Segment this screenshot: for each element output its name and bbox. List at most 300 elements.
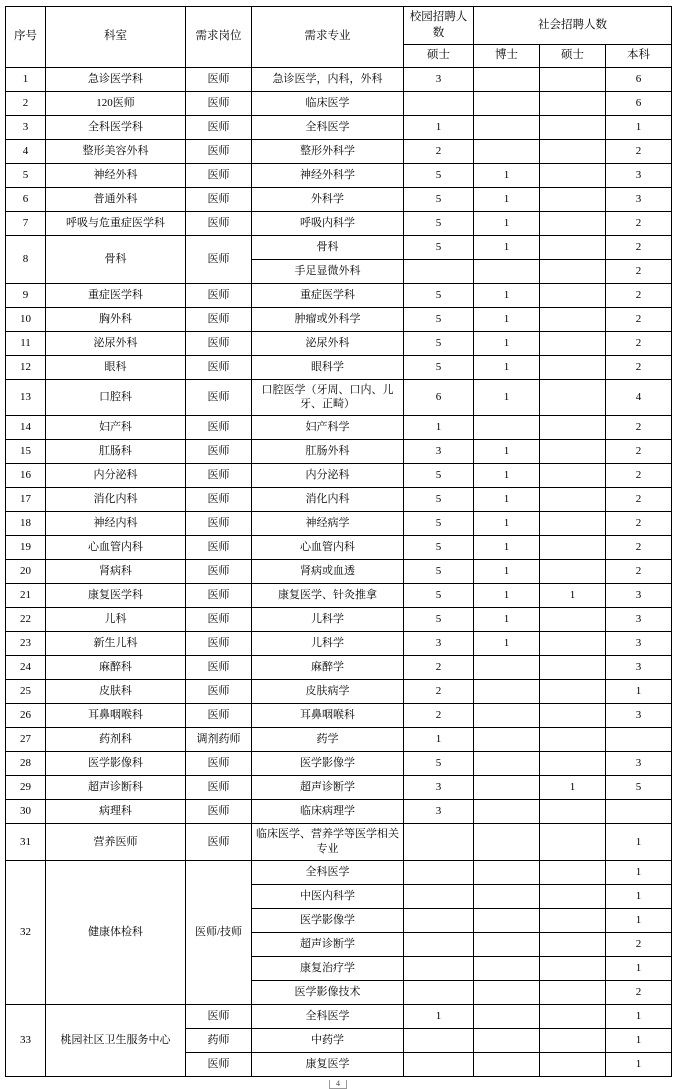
cell-social-doctor: [474, 91, 540, 115]
cell-campus-master: 5: [404, 512, 474, 536]
table-row: [6, 704, 672, 728]
cell-social-bachelor: 2: [606, 283, 672, 307]
table-row: [6, 824, 672, 861]
cell-social-doctor: 1: [474, 355, 540, 379]
cell-campus-master: 1: [404, 416, 474, 440]
cell-campus-master: 5: [404, 584, 474, 608]
cell-major: 全科医学: [252, 115, 404, 139]
table-row: [6, 560, 672, 584]
cell-major: 泌尿外科: [252, 331, 404, 355]
cell-social-master: [540, 680, 606, 704]
table-row: [6, 464, 672, 488]
table-row: [6, 139, 672, 163]
cell-post: 医师: [186, 608, 252, 632]
table-row: [6, 512, 672, 536]
cell-dept: 皮肤科: [46, 680, 186, 704]
cell-no: 27: [6, 728, 46, 752]
col-header-campus-master: 硕士: [404, 45, 474, 68]
cell-major: 呼吸内科学: [252, 211, 404, 235]
cell-social-master: [540, 800, 606, 824]
cell-dept: 重症医学科: [46, 283, 186, 307]
cell-social-master: [540, 884, 606, 908]
cell-post: 医师: [186, 584, 252, 608]
cell-campus-master: 2: [404, 656, 474, 680]
cell-social-doctor: [474, 704, 540, 728]
cell-campus-master: 5: [404, 283, 474, 307]
cell-social-doctor: [474, 139, 540, 163]
cell-social-master: [540, 536, 606, 560]
cell-social-doctor: 1: [474, 307, 540, 331]
cell-social-master: [540, 235, 606, 259]
table-row: [6, 416, 672, 440]
cell-social-bachelor: 2: [606, 980, 672, 1004]
cell-post: 调剂药师: [186, 728, 252, 752]
cell-post: 医师: [186, 416, 252, 440]
cell-post: 医师: [186, 800, 252, 824]
cell-major: 肛肠外科: [252, 440, 404, 464]
cell-post: 医师: [186, 235, 252, 283]
cell-social-master: [540, 1004, 606, 1028]
cell-social-bachelor: 1: [606, 908, 672, 932]
cell-post: 医师: [186, 464, 252, 488]
cell-social-master: [540, 608, 606, 632]
cell-campus-master: 1: [404, 728, 474, 752]
cell-major: 中医内科学: [252, 884, 404, 908]
cell-social-doctor: 1: [474, 235, 540, 259]
cell-major: 消化内科: [252, 488, 404, 512]
col-group-header-campus: 校园招聘人数: [404, 7, 474, 45]
cell-campus-master: [404, 956, 474, 980]
table-row: [6, 584, 672, 608]
col-group-header-social: 社会招聘人数: [474, 7, 672, 45]
cell-social-doctor: 1: [474, 187, 540, 211]
cell-campus-master: 5: [404, 488, 474, 512]
cell-campus-master: 3: [404, 67, 474, 91]
cell-campus-master: 2: [404, 680, 474, 704]
cell-social-doctor: [474, 908, 540, 932]
cell-post: 医师: [186, 331, 252, 355]
cell-campus-master: 5: [404, 536, 474, 560]
cell-social-doctor: [474, 776, 540, 800]
cell-campus-master: 2: [404, 704, 474, 728]
col-header-social-doctor: 博士: [474, 45, 540, 68]
cell-no: 26: [6, 704, 46, 728]
cell-social-bachelor: 2: [606, 464, 672, 488]
cell-social-master: [540, 728, 606, 752]
cell-no: 13: [6, 379, 46, 416]
cell-social-bachelor: 2: [606, 139, 672, 163]
cell-social-doctor: 1: [474, 632, 540, 656]
cell-no: 4: [6, 139, 46, 163]
cell-social-master: [540, 355, 606, 379]
cell-social-master: [540, 956, 606, 980]
cell-social-doctor: 1: [474, 440, 540, 464]
cell-social-doctor: [474, 656, 540, 680]
cell-no: 33: [6, 1004, 46, 1076]
cell-social-master: [540, 752, 606, 776]
cell-social-master: [540, 656, 606, 680]
cell-no: 24: [6, 656, 46, 680]
cell-campus-master: 3: [404, 440, 474, 464]
cell-social-bachelor: 6: [606, 67, 672, 91]
cell-major: 超声诊断学: [252, 776, 404, 800]
cell-campus-master: [404, 91, 474, 115]
cell-post: 医师: [186, 488, 252, 512]
cell-social-bachelor: 3: [606, 632, 672, 656]
cell-social-doctor: [474, 956, 540, 980]
cell-major: 整形外科学: [252, 139, 404, 163]
cell-social-bachelor: 2: [606, 536, 672, 560]
cell-social-doctor: 1: [474, 163, 540, 187]
cell-major: 手足显微外科: [252, 259, 404, 283]
cell-campus-master: 3: [404, 776, 474, 800]
cell-campus-master: 5: [404, 355, 474, 379]
page-footer: [5, 1079, 671, 1089]
table-row: [6, 680, 672, 704]
cell-social-doctor: [474, 1028, 540, 1052]
cell-social-master: [540, 307, 606, 331]
cell-post: 医师: [186, 656, 252, 680]
cell-social-master: [540, 416, 606, 440]
cell-social-doctor: [474, 728, 540, 752]
cell-post: 医师: [186, 680, 252, 704]
cell-no: 14: [6, 416, 46, 440]
table-body: [6, 67, 672, 1076]
cell-dept: 神经内科: [46, 512, 186, 536]
cell-major: 康复医学、针灸推拿: [252, 584, 404, 608]
cell-social-doctor: [474, 67, 540, 91]
cell-social-bachelor: 3: [606, 584, 672, 608]
cell-major: 医学影像技术: [252, 980, 404, 1004]
cell-no: 28: [6, 752, 46, 776]
cell-campus-master: 5: [404, 211, 474, 235]
table-row: [6, 163, 672, 187]
cell-no: 6: [6, 187, 46, 211]
col-header-social-master: 硕士: [540, 45, 606, 68]
table-row: [6, 440, 672, 464]
cell-no: 22: [6, 608, 46, 632]
cell-social-master: [540, 259, 606, 283]
cell-no: 21: [6, 584, 46, 608]
cell-no: 7: [6, 211, 46, 235]
cell-no: 5: [6, 163, 46, 187]
cell-social-doctor: [474, 932, 540, 956]
cell-social-bachelor: 3: [606, 187, 672, 211]
cell-dept: 120医师: [46, 91, 186, 115]
cell-post: 医师/技师: [186, 860, 252, 1004]
table-row: [6, 307, 672, 331]
cell-social-master: [540, 283, 606, 307]
table-row: [6, 1004, 672, 1028]
table-row: [6, 235, 672, 259]
cell-post: 医师: [186, 283, 252, 307]
cell-dept: 健康体检科: [46, 860, 186, 1004]
cell-major: 外科学: [252, 187, 404, 211]
cell-social-bachelor: 4: [606, 379, 672, 416]
cell-social-bachelor: 2: [606, 355, 672, 379]
cell-dept: 整形美容外科: [46, 139, 186, 163]
cell-dept: 全科医学科: [46, 115, 186, 139]
cell-dept: 心血管内科: [46, 536, 186, 560]
cell-post: 医师: [186, 1004, 252, 1028]
cell-dept: 麻醉科: [46, 656, 186, 680]
cell-major: 重症医学科: [252, 283, 404, 307]
cell-campus-master: [404, 860, 474, 884]
cell-post: 医师: [186, 163, 252, 187]
cell-campus-master: 3: [404, 800, 474, 824]
cell-post: 医师: [186, 307, 252, 331]
cell-no: 11: [6, 331, 46, 355]
cell-social-bachelor: 1: [606, 1004, 672, 1028]
cell-no: 30: [6, 800, 46, 824]
cell-campus-master: 6: [404, 379, 474, 416]
cell-social-master: [540, 488, 606, 512]
cell-post: 医师: [186, 91, 252, 115]
cell-campus-master: 1: [404, 115, 474, 139]
cell-no: 15: [6, 440, 46, 464]
table-row: [6, 776, 672, 800]
cell-no: 31: [6, 824, 46, 861]
cell-social-doctor: [474, 824, 540, 861]
cell-social-bachelor: 3: [606, 163, 672, 187]
cell-social-bachelor: 2: [606, 331, 672, 355]
cell-post: 医师: [186, 776, 252, 800]
table-row: [6, 211, 672, 235]
cell-dept: 口腔科: [46, 379, 186, 416]
cell-no: 18: [6, 512, 46, 536]
cell-social-bachelor: 2: [606, 259, 672, 283]
cell-campus-master: 5: [404, 163, 474, 187]
cell-social-doctor: [474, 115, 540, 139]
cell-major: 耳鼻咽喉科: [252, 704, 404, 728]
cell-social-bachelor: 2: [606, 235, 672, 259]
table-row: [6, 536, 672, 560]
cell-dept: 肛肠科: [46, 440, 186, 464]
cell-no: 17: [6, 488, 46, 512]
cell-social-master: [540, 560, 606, 584]
cell-post: 医师: [186, 704, 252, 728]
table-row: [6, 752, 672, 776]
cell-major: 肾病或血透: [252, 560, 404, 584]
cell-social-bachelor: 2: [606, 307, 672, 331]
cell-dept: 神经外科: [46, 163, 186, 187]
cell-campus-master: 5: [404, 464, 474, 488]
cell-social-master: [540, 67, 606, 91]
cell-post: 医师: [186, 139, 252, 163]
cell-major: 药学: [252, 728, 404, 752]
table-row: [6, 656, 672, 680]
cell-social-doctor: [474, 680, 540, 704]
cell-dept: 儿科: [46, 608, 186, 632]
cell-social-bachelor: 1: [606, 1028, 672, 1052]
cell-social-bachelor: 2: [606, 932, 672, 956]
cell-post: 医师: [186, 512, 252, 536]
cell-social-master: [540, 331, 606, 355]
table-row: [6, 67, 672, 91]
cell-social-bachelor: 1: [606, 860, 672, 884]
cell-social-master: [540, 980, 606, 1004]
cell-social-bachelor: 3: [606, 656, 672, 680]
cell-dept: 肾病科: [46, 560, 186, 584]
cell-post: 医师: [186, 187, 252, 211]
col-header-post: 需求岗位: [186, 7, 252, 68]
cell-social-bachelor: 3: [606, 608, 672, 632]
cell-social-master: 1: [540, 584, 606, 608]
cell-major: 内分泌科: [252, 464, 404, 488]
cell-major: 肿瘤或外科学: [252, 307, 404, 331]
cell-social-bachelor: 2: [606, 440, 672, 464]
cell-no: 20: [6, 560, 46, 584]
cell-no: 16: [6, 464, 46, 488]
cell-social-master: [540, 704, 606, 728]
cell-social-doctor: 1: [474, 584, 540, 608]
cell-social-doctor: 1: [474, 283, 540, 307]
cell-social-master: [540, 440, 606, 464]
cell-dept: 耳鼻咽喉科: [46, 704, 186, 728]
cell-no: 10: [6, 307, 46, 331]
table-row: [6, 115, 672, 139]
cell-campus-master: 5: [404, 187, 474, 211]
cell-post: 医师: [186, 115, 252, 139]
cell-dept: 超声诊断科: [46, 776, 186, 800]
cell-major: 儿科学: [252, 632, 404, 656]
cell-social-master: [540, 211, 606, 235]
table-row: [6, 728, 672, 752]
cell-major: 口腔医学（牙周、口内、儿牙、正畸）: [252, 379, 404, 416]
cell-social-bachelor: 6: [606, 91, 672, 115]
cell-post: 医师: [186, 211, 252, 235]
cell-major: 康复医学: [252, 1052, 404, 1076]
cell-social-bachelor: [606, 800, 672, 824]
cell-no: 32: [6, 860, 46, 1004]
cell-social-master: [540, 860, 606, 884]
cell-dept: 泌尿外科: [46, 331, 186, 355]
cell-social-bachelor: 3: [606, 704, 672, 728]
cell-social-doctor: [474, 860, 540, 884]
cell-social-master: [540, 632, 606, 656]
cell-campus-master: [404, 259, 474, 283]
cell-social-master: [540, 379, 606, 416]
cell-post: 医师: [186, 752, 252, 776]
table-header: [6, 7, 672, 68]
cell-campus-master: [404, 980, 474, 1004]
cell-social-bachelor: 2: [606, 512, 672, 536]
header-row-group: [6, 7, 672, 45]
cell-social-doctor: 1: [474, 464, 540, 488]
cell-campus-master: [404, 932, 474, 956]
cell-social-master: [540, 115, 606, 139]
cell-social-bachelor: 1: [606, 884, 672, 908]
cell-social-bachelor: [606, 728, 672, 752]
cell-major: 临床病理学: [252, 800, 404, 824]
cell-major: 皮肤病学: [252, 680, 404, 704]
cell-social-doctor: [474, 752, 540, 776]
cell-major: 超声诊断学: [252, 932, 404, 956]
cell-social-master: [540, 908, 606, 932]
table-row: [6, 187, 672, 211]
table-row: [6, 860, 672, 884]
cell-social-master: [540, 464, 606, 488]
cell-dept: 胸外科: [46, 307, 186, 331]
cell-social-bachelor: 2: [606, 416, 672, 440]
cell-major: 全科医学: [252, 860, 404, 884]
cell-major: 麻醉学: [252, 656, 404, 680]
cell-no: 12: [6, 355, 46, 379]
cell-social-master: 1: [540, 776, 606, 800]
cell-dept: 桃园社区卫生服务中心: [46, 1004, 186, 1076]
cell-campus-master: 3: [404, 632, 474, 656]
cell-social-bachelor: 1: [606, 956, 672, 980]
cell-social-doctor: 1: [474, 512, 540, 536]
cell-major: 骨科: [252, 235, 404, 259]
cell-no: 23: [6, 632, 46, 656]
cell-major: 医学影像学: [252, 908, 404, 932]
cell-social-bachelor: 3: [606, 752, 672, 776]
col-header-social-bachelor: 本科: [606, 45, 672, 68]
cell-campus-master: 5: [404, 752, 474, 776]
cell-campus-master: 5: [404, 331, 474, 355]
cell-dept: 内分泌科: [46, 464, 186, 488]
col-header-no: 序号: [6, 7, 46, 68]
cell-social-doctor: [474, 259, 540, 283]
cell-dept: 康复医学科: [46, 584, 186, 608]
cell-social-doctor: [474, 1052, 540, 1076]
cell-social-bachelor: 1: [606, 680, 672, 704]
cell-campus-master: [404, 908, 474, 932]
cell-social-doctor: 1: [474, 211, 540, 235]
cell-major: 心血管内科: [252, 536, 404, 560]
cell-post: 药师: [186, 1028, 252, 1052]
cell-major: 儿科学: [252, 608, 404, 632]
cell-social-bachelor: 2: [606, 211, 672, 235]
cell-social-master: [540, 139, 606, 163]
cell-no: 9: [6, 283, 46, 307]
cell-social-master: [540, 187, 606, 211]
cell-social-doctor: 1: [474, 608, 540, 632]
col-header-dept: 科室: [46, 7, 186, 68]
cell-social-doctor: [474, 800, 540, 824]
cell-major: 医学影像学: [252, 752, 404, 776]
cell-dept: 骨科: [46, 235, 186, 283]
cell-social-bachelor: 1: [606, 115, 672, 139]
cell-dept: 病理科: [46, 800, 186, 824]
cell-major: 急诊医学，内科，外科: [252, 67, 404, 91]
table-row: [6, 488, 672, 512]
cell-no: 8: [6, 235, 46, 283]
cell-dept: 营养医师: [46, 824, 186, 861]
cell-campus-master: 5: [404, 560, 474, 584]
cell-dept: 呼吸与危重症医学科: [46, 211, 186, 235]
cell-social-doctor: [474, 884, 540, 908]
cell-no: 2: [6, 91, 46, 115]
cell-no: 25: [6, 680, 46, 704]
cell-no: 19: [6, 536, 46, 560]
cell-post: 医师: [186, 440, 252, 464]
table-row: [6, 800, 672, 824]
cell-social-bachelor: 5: [606, 776, 672, 800]
cell-social-doctor: [474, 980, 540, 1004]
cell-major: 临床医学: [252, 91, 404, 115]
cell-campus-master: [404, 884, 474, 908]
cell-post: 医师: [186, 67, 252, 91]
cell-dept: 妇产科: [46, 416, 186, 440]
cell-major: 妇产科学: [252, 416, 404, 440]
cell-campus-master: [404, 1052, 474, 1076]
cell-no: 29: [6, 776, 46, 800]
cell-campus-master: 2: [404, 139, 474, 163]
cell-social-bachelor: 1: [606, 1052, 672, 1076]
cell-post: 医师: [186, 632, 252, 656]
